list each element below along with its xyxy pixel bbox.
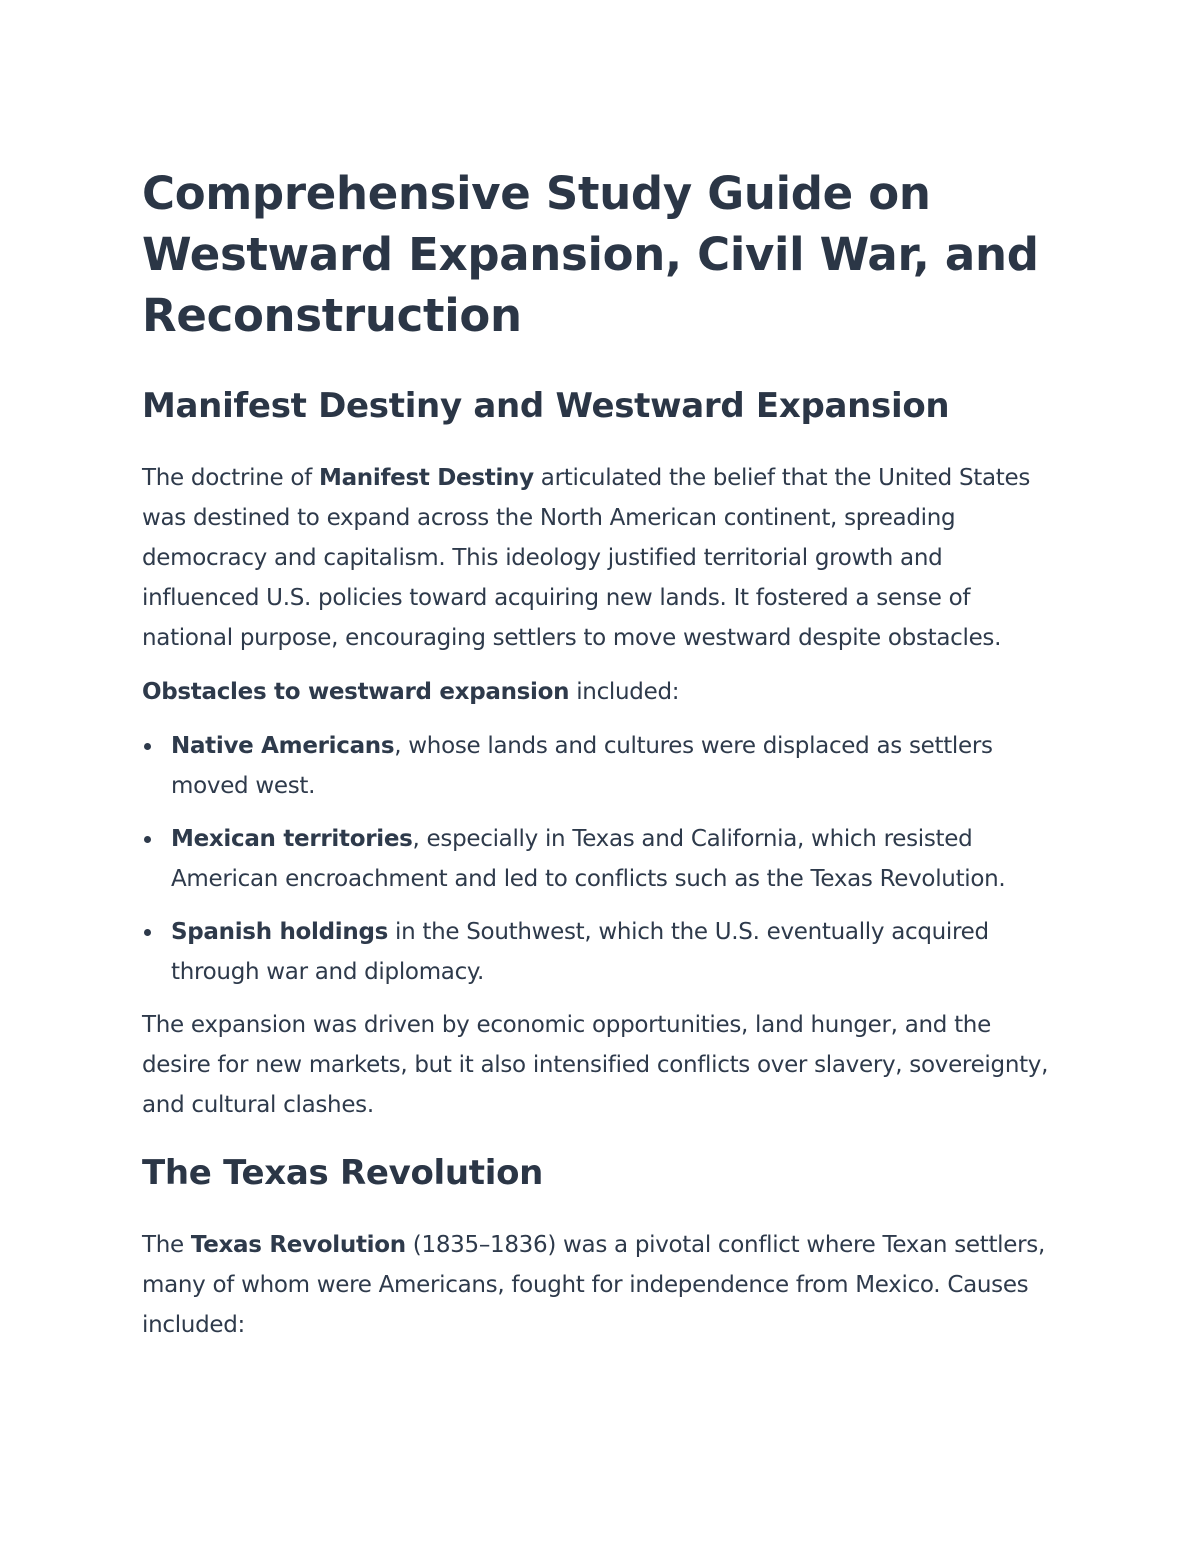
paragraph-text: The: [142, 1232, 191, 1258]
paragraph-expansion-drivers: The expansion was driven by economic opportunities, land hunger, and the desire for new markets, but it also intensified conflicts over slavery, sovereignty, and cultural clashes.: [142, 1012, 1049, 1118]
section-heading-texas-revolution: The Texas Revolution: [142, 1153, 544, 1193]
paragraph-obstacles-intro: [142, 672, 1062, 712]
list-item: [142, 819, 1062, 899]
section-heading-manifest-destiny: Manifest Destiny and Westward Expansion: [142, 386, 950, 426]
bullet-icon: [144, 836, 151, 843]
paragraph-text: (1835–1836) was a pivotal conflict where Texan settlers, many of whom were Americans, fought for independence from Mexico. Causes included:: [142, 1232, 1045, 1338]
bold-term-texas-revolution: Texas Revolution: [190, 1232, 406, 1258]
bold-term-obstacles: Obstacles to westward expansion: [142, 679, 570, 705]
bullet-icon: [144, 743, 151, 750]
bullet-icon: [144, 929, 151, 936]
list-item-term: Mexican territories: [171, 826, 413, 852]
paragraph-texas-revolution: [142, 1225, 1062, 1345]
obstacles-list: [142, 726, 1062, 992]
list-item-term: Spanish holdings: [171, 919, 389, 945]
list-item: [142, 726, 1062, 806]
list-item: [142, 912, 1062, 992]
paragraph-text: included:: [569, 679, 680, 705]
document-title: Comprehensive Study Guide on Westward Expansion, Civil War, and Reconstruction: [142, 167, 1039, 342]
paragraph-manifest-destiny: [142, 458, 1062, 658]
bold-term-manifest-destiny: Manifest Destiny: [319, 465, 534, 491]
list-item-term: Native Americans: [171, 733, 395, 759]
paragraph-text: The doctrine of: [142, 465, 319, 491]
list-item-text: , whose lands and cultures were displaced as settlers moved west.: [171, 733, 993, 799]
list-item-text: , especially in Texas and California, which resisted American encroachment and led to conflicts such as the Texas Revolution.: [171, 826, 1006, 892]
paragraph-text: articulated the belief that the United States was destined to expand across the North American continent, spreading democracy and capitalism. This ideology justified territorial growth and influenced U.S. policies toward acquiring new lands. It fostered a sense of national purpose, encouraging settlers to move westward despite obstacles.: [142, 465, 1031, 651]
document-page: [142, 163, 1062, 1359]
list-item-text: in the Southwest, which the U.S. eventually acquired through war and diplomacy.: [171, 919, 989, 985]
